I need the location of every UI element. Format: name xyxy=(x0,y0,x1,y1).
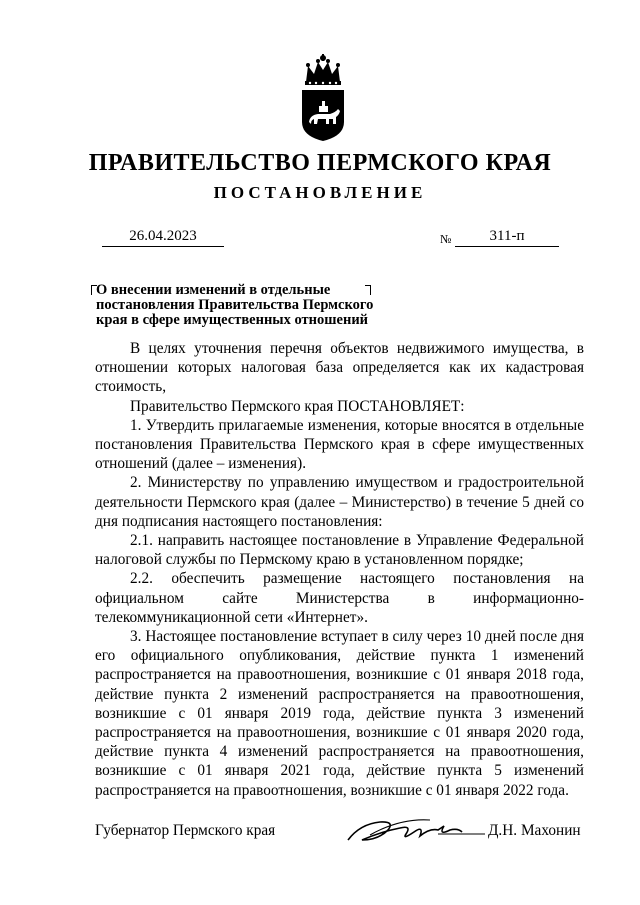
body-paragraph: В целях уточнения перечня объектов недвижимого имущества, в отношении которых налоговая база определяется как их кадастровая стоимость, xyxy=(95,340,584,396)
signatory-name: Д.Н. Махонин xyxy=(488,822,581,839)
organization-title: ПРАВИТЕЛЬСТВО ПЕРМСКОГО КРАЯ xyxy=(88,150,552,176)
body-paragraph: 3. Настоящее постановление вступает в силу через 10 дней после дня его официального опубликования, действие пункта 1 изменений распространяется на правоотношения, возникшие с 01 января 2018 года, действие пункта 2 изменений распространяется на правоотношения, возникшие с 01 января 2019 года, действие пункта 3 изменений распространяется на правоотношения, возникшие с 01 января 2020 года, действие пункта 4 изменений распространяется на правоотношения, возникшие с 01 января 2021 года, действие пункта 5 изменений распространяется на правоотношения, возникшие с 01 января 2022 года. xyxy=(95,628,584,799)
subject-line: постановления Правительства Пермского xyxy=(96,297,374,313)
body-paragraph: 2.1. направить настоящее постановление в Управление Федеральной налоговой службы по Пермскому краю в установленном порядке; xyxy=(95,532,584,569)
handwritten-signature xyxy=(340,810,485,850)
body-paragraph: Правительство Пермского края ПОСТАНОВЛЯЕТ: xyxy=(130,397,465,415)
body-paragraph: 2.2. обеспечить размещение настоящего постановления на официальном сайте Министерства в информационно-телекоммуникационной сети «Интернет». xyxy=(95,570,584,626)
document-number: 311-п xyxy=(455,228,559,247)
coat-of-arms-icon xyxy=(296,52,350,142)
signatory-position: Губернатор Пермского края xyxy=(95,822,276,839)
subject-line: края в сфере имущественных отношений xyxy=(96,312,369,328)
body-paragraph: 1. Утвердить прилагаемые изменения, которые вносятся в отдельные постановления Правительства Пермского края в сфере имущественных отношений (далее – изменения). xyxy=(95,416,584,473)
number-sign: № xyxy=(440,232,452,246)
document-subject xyxy=(96,283,406,328)
document-type: ПОСТАНОВЛЕНИЕ xyxy=(213,183,427,202)
subject-line: О внесении изменений в отдельные xyxy=(96,282,331,298)
document-body xyxy=(95,339,584,800)
body-paragraph: 2. Министерству по управлению имуществом и градостроительной деятельности Пермского края (далее – Министерство) в течение 5 дней со дня подписания настоящего постановления: xyxy=(95,474,584,530)
document-date: 26.04.2023 xyxy=(102,228,224,247)
